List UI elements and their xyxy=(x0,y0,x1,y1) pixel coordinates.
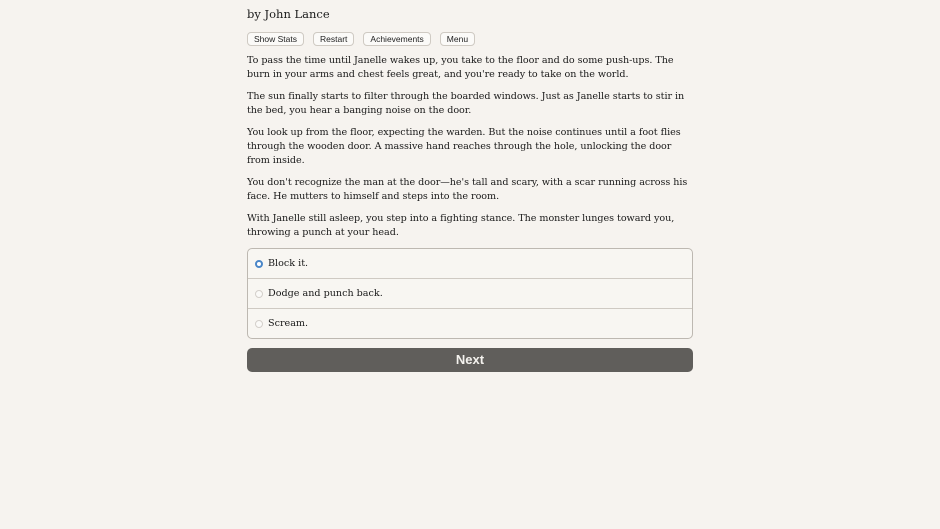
show-stats-button[interactable]: Show Stats xyxy=(247,32,304,46)
story-paragraph: You don't recognize the man at the door—he's tall and scary, with a scar running across his face. He mutters to himself and steps into the room. xyxy=(247,177,688,202)
choice-option[interactable] xyxy=(248,278,692,308)
next-button[interactable]: Next xyxy=(247,348,693,372)
radio-button-icon[interactable] xyxy=(255,260,263,268)
choice-list xyxy=(247,248,693,339)
choice-option[interactable] xyxy=(248,308,692,338)
choice-option[interactable] xyxy=(248,249,692,278)
game-toolbar xyxy=(247,32,693,46)
restart-button[interactable]: Restart xyxy=(313,32,354,46)
menu-button[interactable]: Menu xyxy=(440,32,475,46)
choice-label: Dodge and punch back. xyxy=(268,288,383,299)
story-paragraph: With Janelle still asleep, you step into a fighting stance. The monster lunges toward you, throwing a punch at your head. xyxy=(247,213,675,238)
choice-label: Scream. xyxy=(268,318,309,329)
radio-button-icon[interactable] xyxy=(255,320,263,328)
choice-label: Block it. xyxy=(268,258,309,269)
radio-button-icon[interactable] xyxy=(255,290,263,298)
story-passage xyxy=(247,54,693,240)
story-paragraph: To pass the time until Janelle wakes up, you take to the floor and do some push-ups. The burn in your arms and chest feels great, and you're ready to take on the world. xyxy=(247,55,674,80)
author-byline: by John Lance xyxy=(247,7,330,21)
story-column xyxy=(247,0,693,372)
achievements-button[interactable]: Achievements xyxy=(363,32,430,46)
story-paragraph: You look up from the floor, expecting the warden. But the noise continues until a foot flies through the wooden door. A massive hand reaches through the hole, unlocking the door from inside. xyxy=(247,127,681,166)
story-paragraph: The sun finally starts to filter through the boarded windows. Just as Janelle starts to stir in the bed, you hear a banging noise on the door. xyxy=(247,91,685,116)
